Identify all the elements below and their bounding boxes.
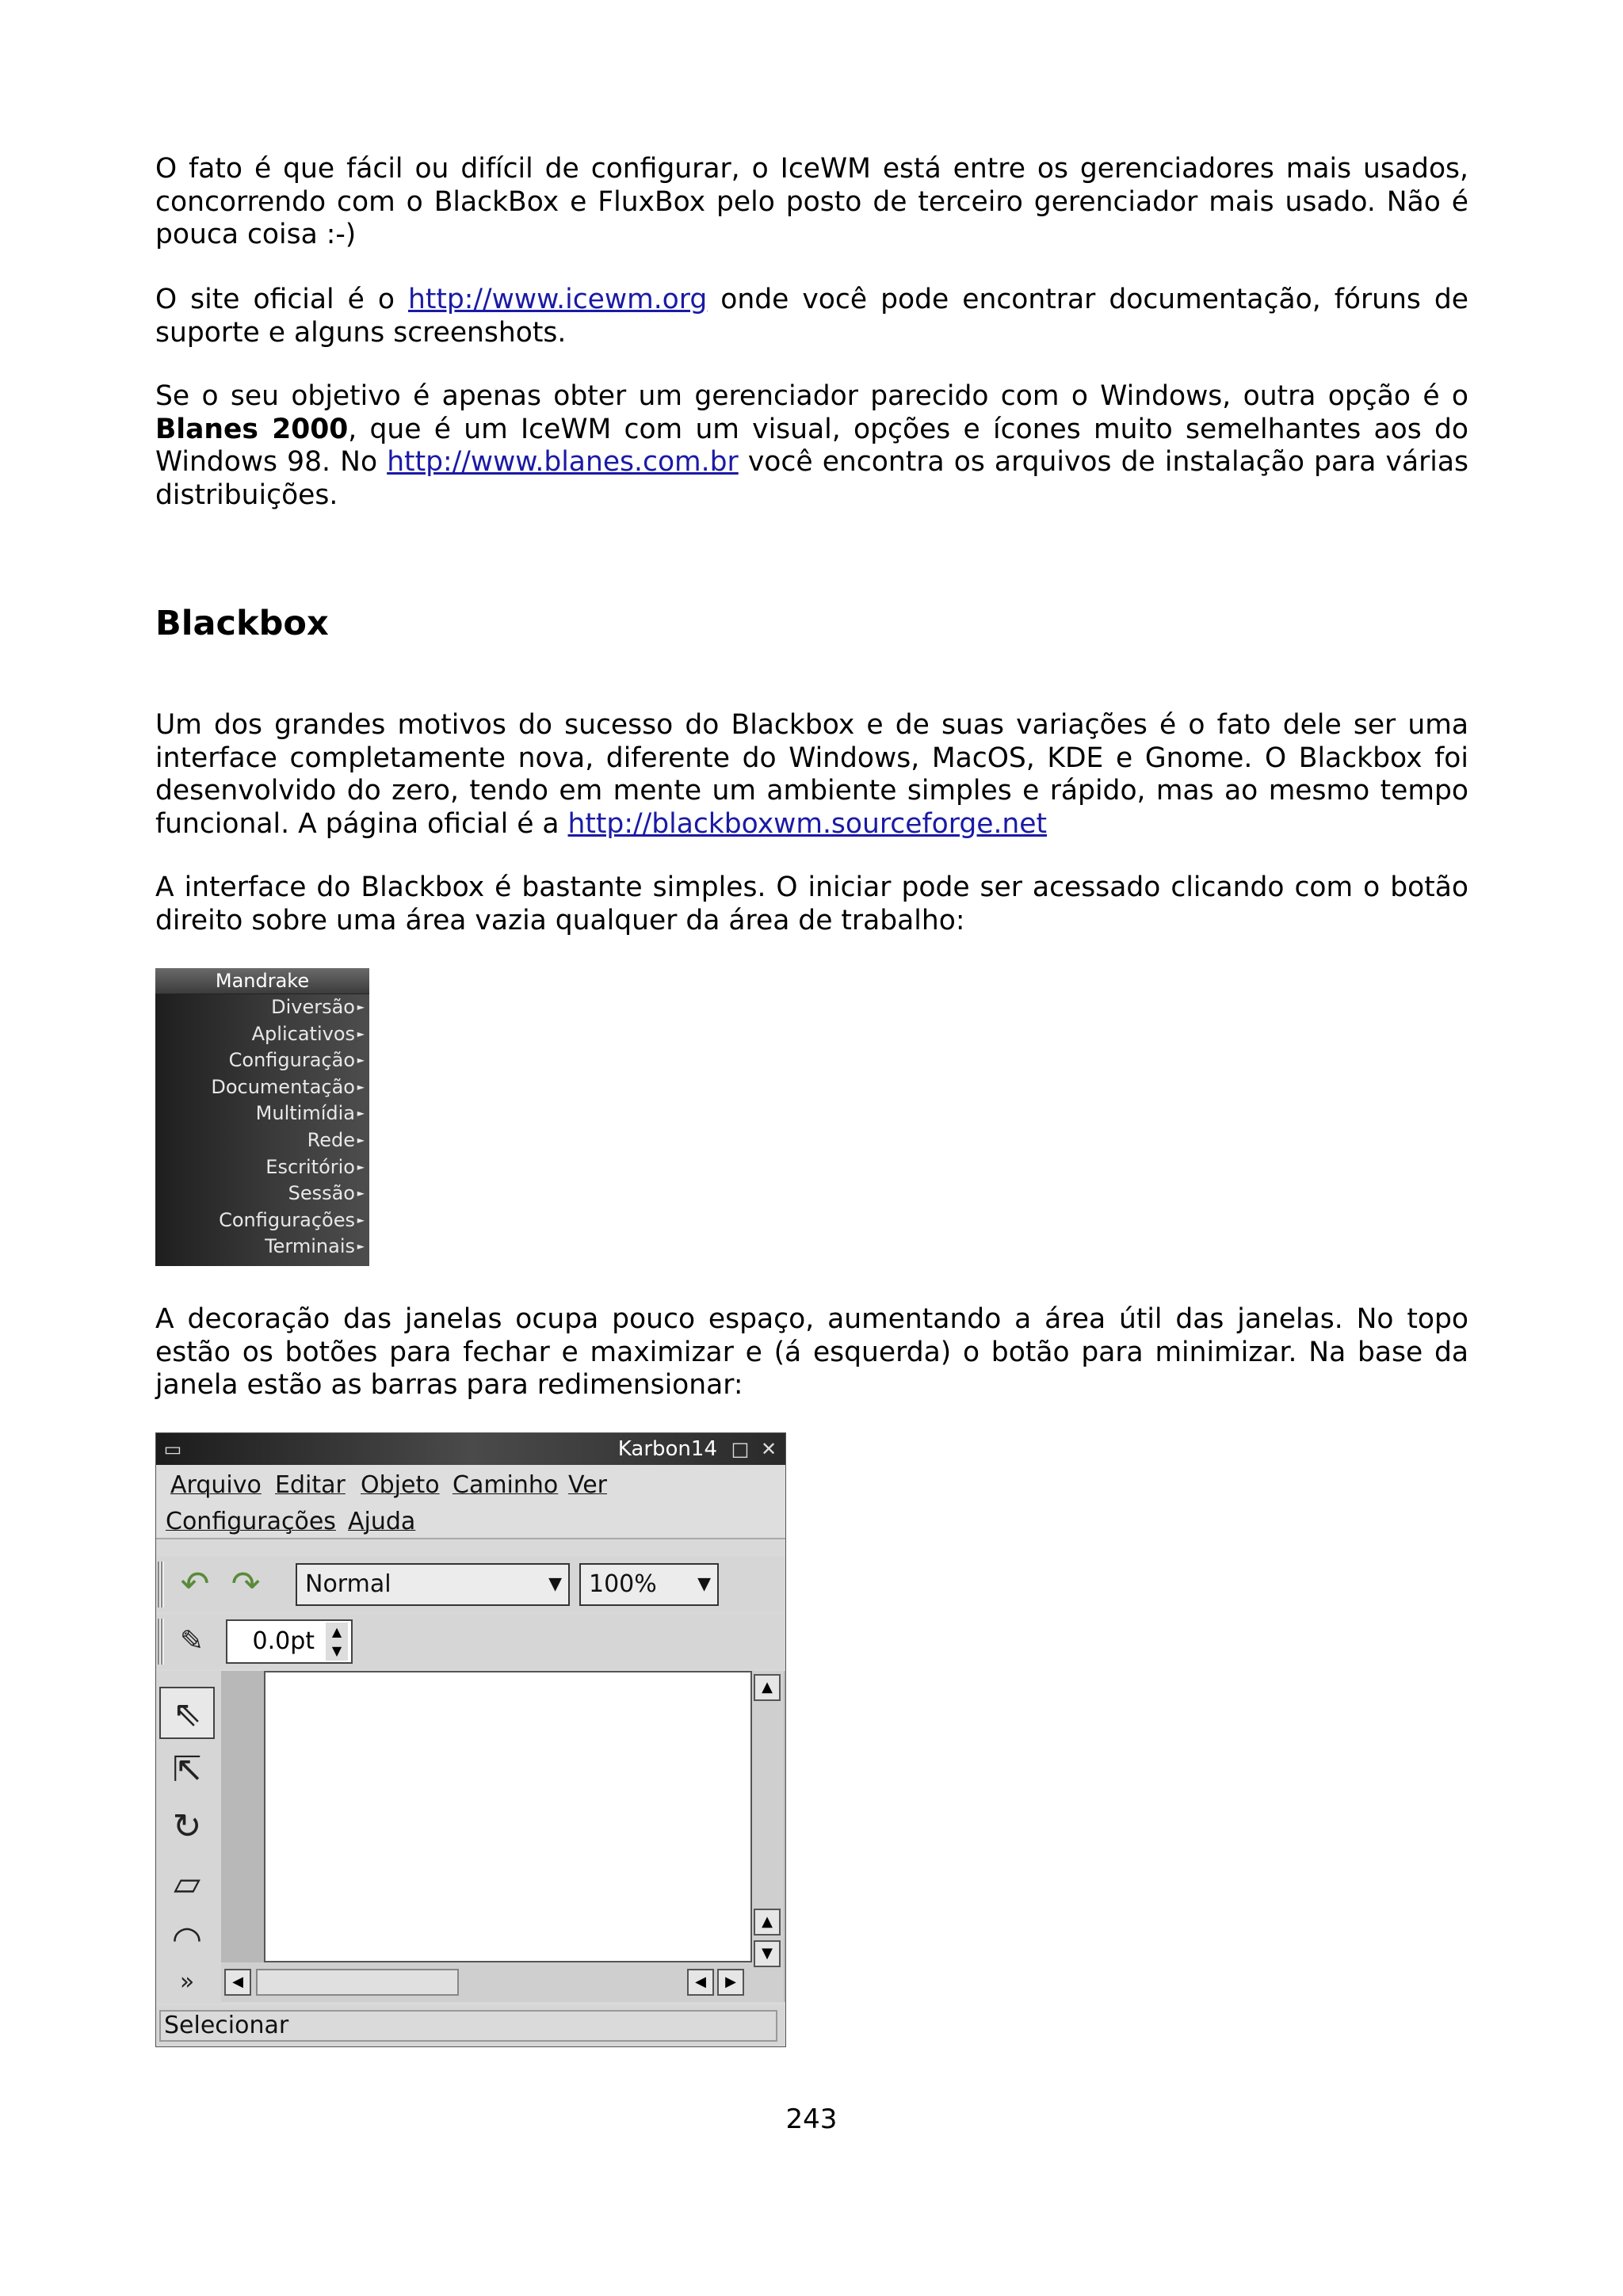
stroke-width-value: 0.0pt (252, 1627, 315, 1655)
menu-ajuda[interactable]: Ajuda (348, 1508, 416, 1535)
edit-toolbar (156, 1557, 785, 1612)
spin-up-icon[interactable]: ▲ (326, 1623, 348, 1642)
paragraph-blackbox-interface (155, 871, 1468, 937)
window-titlebar[interactable] (156, 1433, 785, 1465)
submenu-arrow-icon: ► (357, 1055, 365, 1066)
menu-item-label: Aplicativos (251, 1022, 355, 1045)
drawing-canvas[interactable] (264, 1671, 752, 1962)
maximize-icon[interactable]: □ (731, 1438, 750, 1460)
menu-item-aplicativos[interactable] (155, 1021, 369, 1048)
zoom-combo[interactable] (579, 1563, 719, 1606)
window-title: Karbon14 (617, 1437, 717, 1461)
menu-item-label: Escritório (265, 1155, 355, 1178)
submenu-arrow-icon: ► (357, 1188, 365, 1199)
blanes-link[interactable]: http://www.blanes.com.br (387, 446, 739, 478)
stroke-toolbar (156, 1614, 785, 1669)
menu-item-label: Sessão (288, 1182, 355, 1205)
menu-objeto[interactable]: Objeto (361, 1471, 440, 1499)
zoom-combo-value: 100% (589, 1570, 657, 1598)
paragraph-text: Se o seu objetivo é apenas obter um gerenciador parecido com o Windows, outra opção é o (155, 380, 1468, 412)
blackbox-menu-screenshot (155, 968, 369, 1266)
paragraph-window-decoration (155, 1303, 1468, 1402)
select-tool-icon[interactable]: ⇖ (159, 1687, 215, 1739)
scroll-up-icon[interactable]: ▲ (754, 1909, 781, 1936)
toolbar-grip[interactable] (158, 1619, 164, 1665)
blanes-bold: Blanes 2000 (155, 413, 349, 445)
menu-configuracoes[interactable]: Configurações (166, 1508, 336, 1535)
more-tools-icon[interactable]: » (179, 1968, 195, 1996)
submenu-arrow-icon: ► (357, 1028, 365, 1039)
paragraph-blackbox-intro (155, 709, 1468, 841)
horizontal-scrollbar[interactable] (221, 1962, 752, 2002)
style-combo-value: Normal (305, 1570, 391, 1598)
pen-icon: ✎ (179, 1625, 204, 1657)
arc-tool-icon[interactable]: ◠ (171, 1919, 203, 1959)
chevron-down-icon: ▼ (697, 1574, 711, 1594)
submenu-arrow-icon: ► (357, 1108, 365, 1119)
status-bar (156, 2005, 785, 2046)
paragraph-text: , que é um IceWM com um visual, opções e ícones muito semelhantes aos do Windows 98. No (155, 413, 1468, 478)
submenu-arrow-icon: ► (357, 1134, 365, 1146)
scroll-up-icon[interactable]: ▲ (754, 1674, 781, 1701)
minimize-icon[interactable]: ▭ (163, 1438, 182, 1460)
paragraph-text: onde você pode encontrar documentação, fóruns de suporte e alguns screenshots. (155, 284, 1468, 349)
status-text: Selecionar (159, 2010, 777, 2042)
paragraph-text: A interface do Blackbox é bastante simples. O iniciar pode ser acessado clicando com o botão direito sobre uma área vazia qualquer da área de trabalho: (155, 871, 1468, 936)
redo-icon[interactable]: ↷ (231, 1564, 261, 1604)
menu-editar[interactable]: Editar (275, 1471, 346, 1499)
rotate-tool-icon[interactable]: ↻ (172, 1806, 202, 1847)
menu-item-rede[interactable] (155, 1127, 369, 1154)
scroll-right-icon[interactable]: ▶ (717, 1969, 744, 1996)
paragraph-text: Um dos grandes motivos do sucesso do Blackbox e de suas variações é o fato dele ser uma interface completamente nova, diferente do Windows, MacOS, KDE e Gnome. O Blackbox foi desenvolvido do zero, tendo em mente um ambiente simples e rápido, mas ao mesmo tempo funcional. A página oficial é a (155, 709, 1468, 840)
menu-item-label: Configuração (228, 1049, 355, 1072)
menu-item-multimidia[interactable] (155, 1100, 369, 1127)
scroll-left-icon[interactable]: ◀ (224, 1969, 251, 1996)
submenu-arrow-icon: ► (357, 1001, 365, 1013)
menu-item-configuracao[interactable] (155, 1047, 369, 1074)
style-combo[interactable] (296, 1563, 570, 1606)
menu-item-label: Multimídia (255, 1102, 355, 1125)
node-select-tool-icon[interactable]: ⇱ (172, 1749, 202, 1790)
menu-item-documentacao[interactable] (155, 1074, 369, 1101)
paragraph-text: O fato é que fácil ou difícil de configurar, o IceWM está entre os gerenciadores mais usados, concorrendo com o BlackBox e FluxBox pelo posto de terceiro gerenciador mais usado. Não é pouca coisa :-) (155, 153, 1468, 250)
menu-caminho[interactable]: Caminho (453, 1471, 559, 1499)
submenu-arrow-icon: ► (357, 1081, 365, 1093)
menubar (156, 1465, 785, 1539)
menu-title: Mandrake (155, 968, 369, 994)
menu-item-label: Terminais (265, 1235, 355, 1258)
section-heading: Blackbox (155, 604, 329, 643)
paragraph-text: O site oficial é o (155, 284, 408, 315)
menu-item-diversao[interactable] (155, 994, 369, 1021)
submenu-arrow-icon: ► (357, 1241, 365, 1253)
paragraph-icewm-site (155, 284, 1468, 349)
menu-arquivo[interactable]: Arquivo (170, 1471, 262, 1499)
paragraph-text: A decoração das janelas ocupa pouco espaço, aumentando a área útil das janelas. No topo estão os botões para fechar e maximizar e (á esquerda) o botão para minimizar. Na base da janela estão as barras para redimensionar: (155, 1303, 1468, 1401)
paragraph-blanes (155, 380, 1468, 512)
paragraph-text: você encontra os arquivos de instalação para várias distribuições. (155, 446, 1468, 511)
stroke-width-spinbox[interactable] (226, 1619, 353, 1664)
menu-item-terminais[interactable] (155, 1234, 369, 1261)
icewm-link[interactable]: http://www.icewm.org (407, 284, 708, 315)
vertical-scrollbar[interactable] (752, 1671, 784, 2002)
menu-item-configuracoes[interactable] (155, 1207, 369, 1234)
chevron-down-icon: ▼ (548, 1574, 562, 1594)
menu-item-sessao[interactable] (155, 1180, 369, 1207)
scroll-left-icon[interactable]: ◀ (687, 1969, 714, 1996)
spin-down-icon[interactable]: ▼ (326, 1642, 348, 1661)
page-number: 243 (785, 2103, 838, 2135)
menu-item-label: Diversão (271, 996, 355, 1018)
menu-item-label: Documentação (211, 1075, 355, 1098)
close-icon[interactable]: ✕ (760, 1438, 777, 1460)
menu-item-label: Rede (307, 1128, 355, 1151)
toolbox (156, 1671, 221, 2004)
scroll-down-icon[interactable]: ▼ (754, 1940, 781, 1967)
blackbox-link[interactable]: http://blackboxwm.sourceforge.net (567, 807, 1048, 840)
menu-item-label: Configurações (219, 1208, 355, 1231)
toolbar-grip[interactable] (158, 1562, 164, 1608)
undo-icon[interactable]: ↶ (180, 1564, 210, 1604)
karbon-window-screenshot (155, 1432, 786, 2047)
submenu-arrow-icon: ► (357, 1214, 365, 1226)
scroll-thumb[interactable] (256, 1969, 459, 1996)
shear-tool-icon[interactable]: ▱ (174, 1863, 200, 1904)
menu-ver[interactable]: Ver (568, 1471, 607, 1499)
paragraph-icewm-usage (155, 153, 1468, 252)
menu-item-escritorio[interactable] (155, 1154, 369, 1181)
submenu-arrow-icon: ► (357, 1161, 365, 1173)
